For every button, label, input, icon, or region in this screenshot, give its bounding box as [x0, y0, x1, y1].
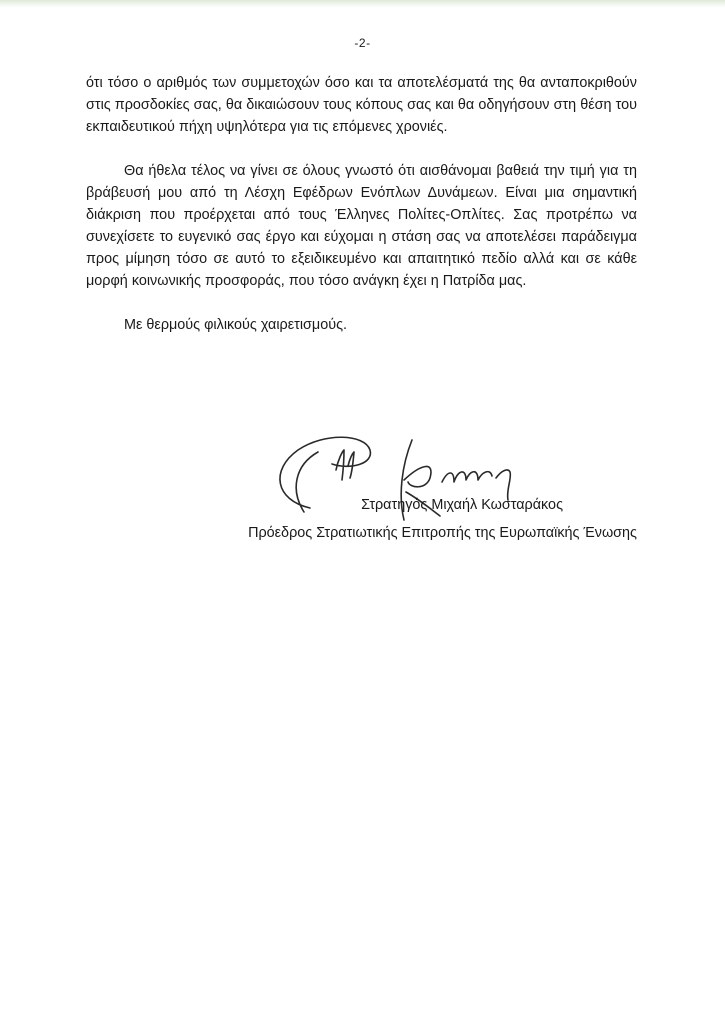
signatory-name: Στρατηγός Μιχαήλ Κωσταράκος	[361, 497, 563, 513]
paragraph-acknowledgement: Θα ήθελα τέλος να γίνει σε όλους γνωστό ότι αισθάνομαι βαθειά την τιμή για τη βράβευσή μου από τη Λέσχη Εφέδρων Ενόπλων Δυνάμεων. Είναι μια σημαντική διάκριση που προέρχεται από τους Έλληνες Πολίτες-Οπλίτες. Σας προτρέπω να συνεχίσετε το ευγενικό σας έργο και εύχομαι η στάση σας να αποτελέσει παράδειγμα προς μίμηση τόσο σε αυτό το εξειδικευμένο και απαιτητικό πεδίο αλλά και σε κάθε μορφή κοινωνικής προσφοράς, που τόσο ανάγκη έχει η Πατρίδα μας.	[86, 163, 637, 289]
scan-edge-stripe	[0, 0, 725, 8]
signatory-title: Πρόεδρος Στρατιωτικής Επιτροπής της Ευρωπαϊκής Ένωσης	[248, 525, 637, 541]
page-number: -2-	[354, 36, 371, 50]
letter-body	[86, 72, 637, 336]
closing-salutation: Με θερμούς φιλικούς χαιρετισμούς.	[124, 317, 347, 333]
paragraph-continuation: ότι τόσο ο αριθμός των συμμετοχών όσο και τα αποτελέσματά της θα ανταποκριθούν στις προσδοκίες σας, θα δικαιώσουν τους κόπους σας και θα οδηγήσουν στη θέση του εκπαιδευτικού πήχη υψηλότερα για τις επόμενες χρονιές.	[86, 75, 637, 135]
